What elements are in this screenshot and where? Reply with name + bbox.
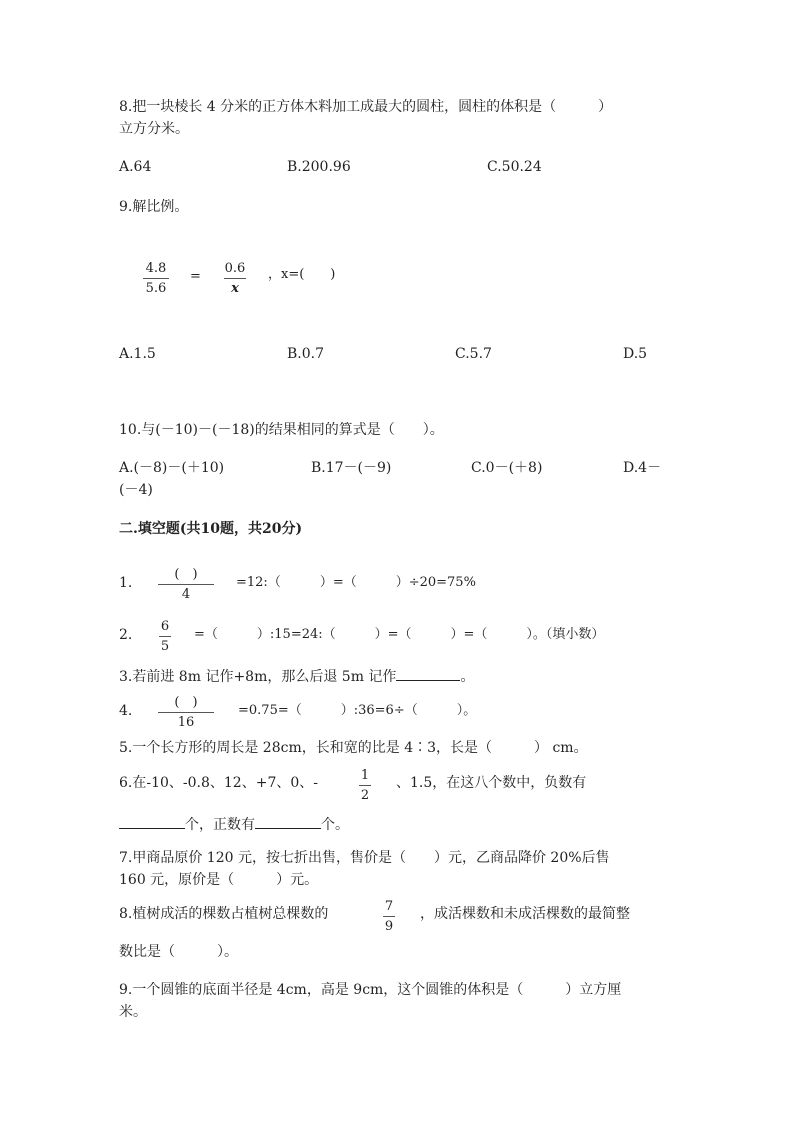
q9-option-b: B.0.7 bbox=[287, 346, 325, 362]
fill8-line2: 数比是（ ）。 bbox=[119, 944, 238, 960]
fill6-text-b: 、1.5，在这八个数中，负数有 bbox=[396, 775, 587, 791]
fraction-denominator: 5.6 bbox=[145, 281, 167, 296]
q8-line2: 立方分米。 bbox=[119, 121, 189, 137]
fill3-text: 3.若前进 8m 记作+8m，那么后退 5m 记作 bbox=[119, 669, 397, 685]
fraction-denominator: x bbox=[231, 281, 239, 296]
fraction-numerator: 0.6 bbox=[224, 261, 246, 276]
fill6-fraction bbox=[359, 769, 371, 802]
fill3-line bbox=[119, 667, 474, 684]
fill4-text: =0.75=（ ）:36=6÷（ ）。 bbox=[238, 703, 477, 718]
fill1-prefix: 1. bbox=[119, 575, 133, 591]
fraction-denominator: 9 bbox=[384, 919, 394, 934]
fill2-fraction bbox=[159, 620, 171, 653]
fill6-text-c: 个，正数有 bbox=[185, 817, 255, 833]
q8-option-a: A.64 bbox=[119, 159, 152, 175]
fraction-denominator: 5 bbox=[160, 639, 170, 654]
section-title: 二.填空题(共10题，共20分) bbox=[119, 521, 303, 537]
fill1-text: =12:（ ）=（ ）÷20=75% bbox=[236, 575, 476, 590]
fill6-text-d: 个。 bbox=[321, 817, 349, 833]
q10-option-a: A.(－8)－(＋10) bbox=[119, 460, 225, 476]
q9-option-d: D.5 bbox=[623, 346, 648, 362]
fill3-end: 。 bbox=[460, 669, 475, 685]
fill2-text: =（ ）:15=24:（ ）=（ ）=（ ）。（填小数） bbox=[194, 627, 605, 642]
fraction-numerator: ( ) bbox=[174, 695, 198, 710]
q9-title: 9.解比例。 bbox=[119, 199, 189, 215]
answer-blank bbox=[255, 815, 321, 829]
fill1-fraction bbox=[158, 568, 214, 601]
q9-option-c: C.5.7 bbox=[455, 346, 492, 362]
q8-option-b: B.200.96 bbox=[287, 159, 351, 175]
q9-equals: = bbox=[190, 269, 201, 284]
q8-line1: 8.把一块棱长 4 分米的正方体木料加工成最大的圆柱，圆柱的体积是（ ） bbox=[119, 99, 613, 115]
fill9-line1: 9.一个圆锥的底面半径是 4cm，高是 9cm，这个圆锥的体积是（ ）立方厘 bbox=[119, 982, 622, 998]
fraction-numerator: ( ) bbox=[174, 567, 198, 582]
q9-tail: ，x=( ) bbox=[268, 267, 336, 282]
q10-option-d-cont: (－4) bbox=[119, 482, 153, 498]
fraction-denominator: 4 bbox=[181, 587, 191, 602]
fill5-text: 5.一个长方形的周长是 28cm，长和宽的比是 4∶3，长是（ ） cm。 bbox=[119, 740, 588, 756]
fill7-line1: 7.甲商品原价 120 元，按七折出售，售价是（ ）元，乙商品降价 20%后售 bbox=[119, 850, 610, 866]
fill8-text-a: 8.植树成活的棵数占植树总棵数的 bbox=[119, 906, 329, 922]
fill6-text-a: 6.在-10、-0.8、12、+7、0、- bbox=[119, 775, 318, 791]
fraction-numerator: 6 bbox=[160, 619, 170, 634]
fill2-prefix: 2. bbox=[119, 627, 133, 643]
fill4-prefix: 4. bbox=[119, 703, 133, 719]
fill9-line2: 米。 bbox=[119, 1004, 147, 1020]
fraction-denominator: 2 bbox=[360, 788, 370, 803]
fill8-fraction bbox=[383, 900, 395, 933]
fill8-text-b: ，成活棵数和未成活棵数的最简整 bbox=[420, 906, 630, 922]
q10-option-b: B.17－(－9) bbox=[311, 460, 392, 476]
q10-option-c: C.0－(＋8) bbox=[471, 460, 543, 476]
fill6-line2 bbox=[119, 815, 349, 832]
q9-fraction-left bbox=[143, 262, 169, 295]
fraction-denominator: 16 bbox=[177, 715, 195, 730]
q8-option-c: C.50.24 bbox=[487, 159, 542, 175]
fill4-fraction bbox=[158, 696, 214, 729]
fill7-line2: 160 元，原价是（ ）元。 bbox=[119, 872, 319, 888]
q10-option-d: D.4－ bbox=[623, 460, 662, 476]
fraction-numerator: 4.8 bbox=[145, 261, 167, 276]
answer-blank bbox=[396, 667, 460, 681]
q9-fraction-right bbox=[224, 262, 246, 295]
q10-title: 10.与(－10)－(－18)的结果相同的算式是（ ）。 bbox=[119, 422, 444, 438]
fraction-numerator: 7 bbox=[384, 899, 394, 914]
q9-option-a: A.1.5 bbox=[119, 346, 156, 362]
answer-blank bbox=[119, 815, 185, 829]
fraction-numerator: 1 bbox=[360, 768, 370, 783]
